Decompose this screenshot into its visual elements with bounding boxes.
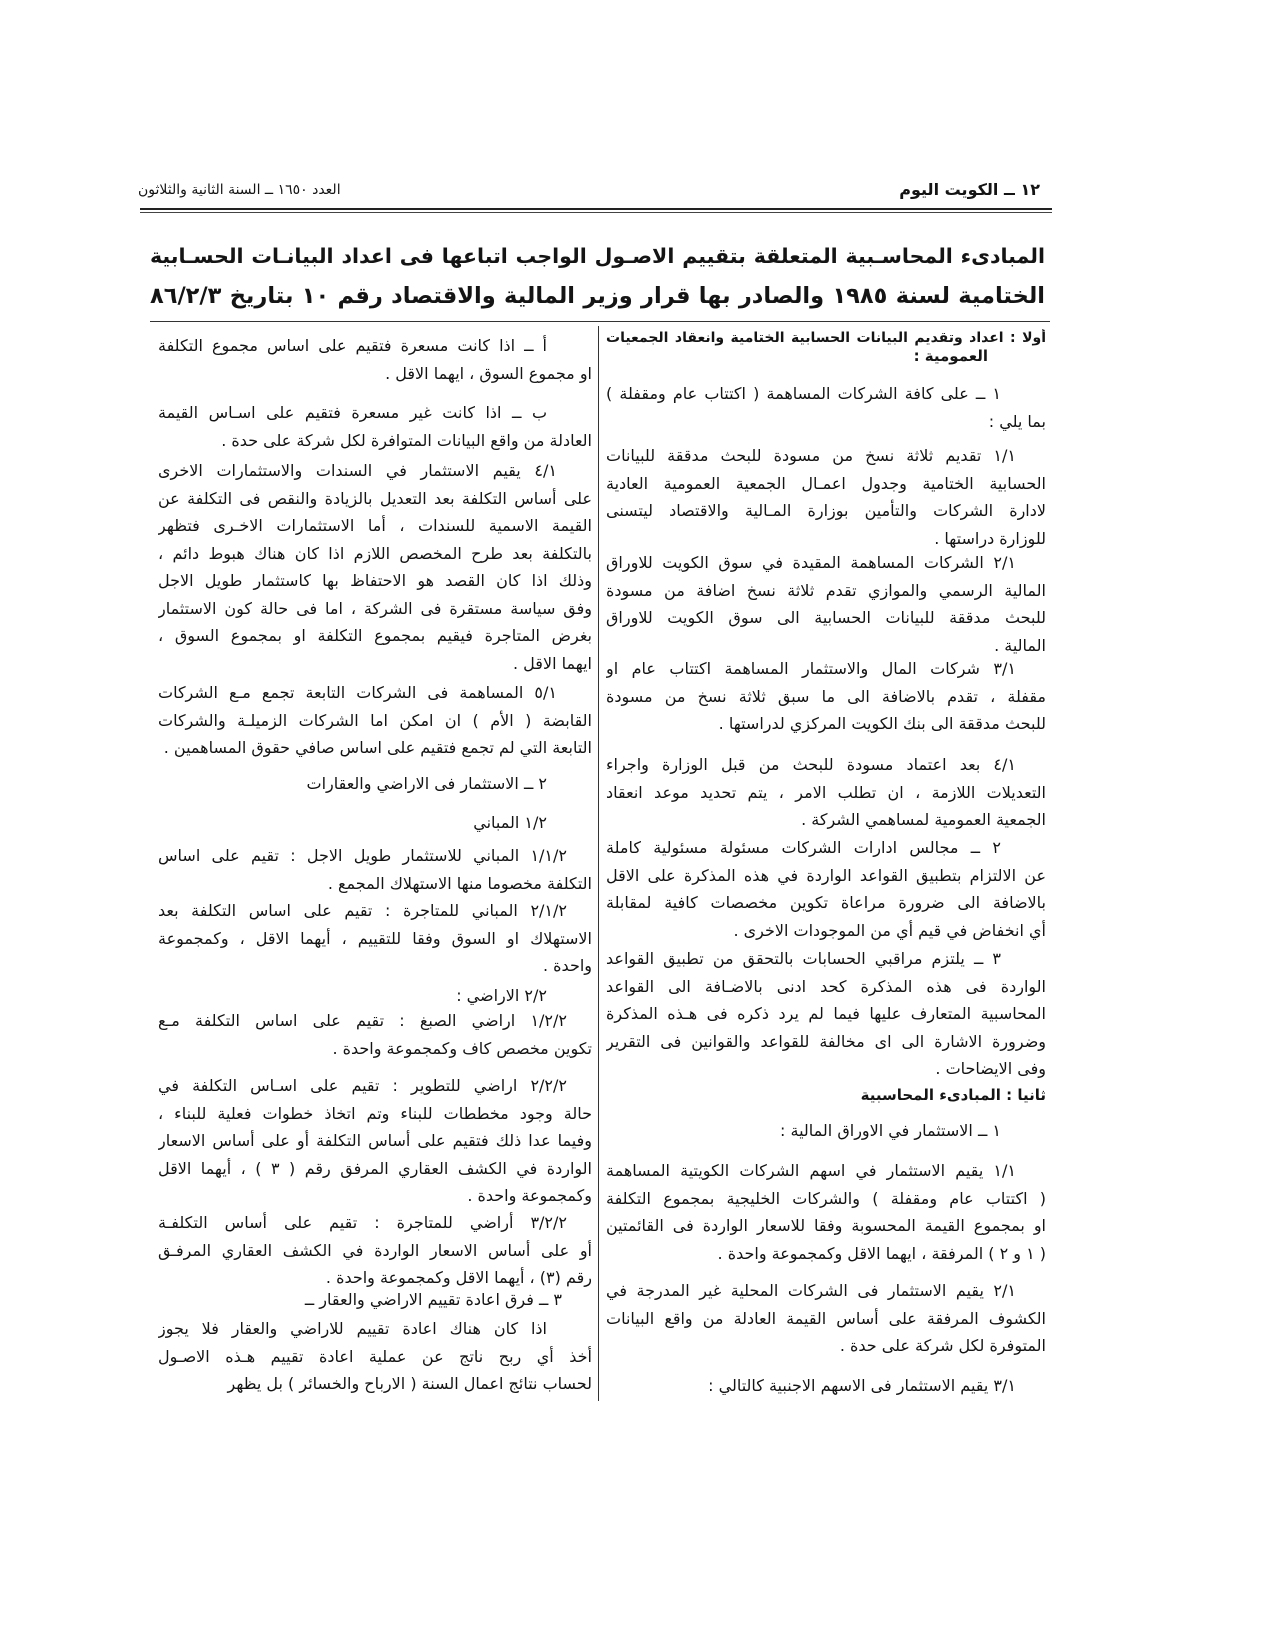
text-line: حالة وجود مخططات للبناء وتم اتخاذ خطوات فعلية للبناء ، — [158, 1103, 592, 1123]
section-heading — [606, 329, 1046, 365]
subsection-heading — [158, 1286, 592, 1314]
text-line: وفيما عدا ذلك فتقيم على أساس التكلفة أو على أساس الاسعار — [158, 1131, 592, 1150]
text-line: ١/١ تقديم ثلاثة نسخ من مسودة للبحث مدققة للبيانات — [606, 446, 1016, 465]
text-line: ١/١ يقيم الاستثمار في اسهم الشركات الكويتية المساهمة — [606, 1161, 1016, 1180]
text-line: ١/١/٢ المباني للاستثمار طويل الاجل : تقيم على اساس — [158, 846, 567, 865]
text-line: مقفلة ، تقدم بالاضافة الى ما سبق ثلاثة نسخ من مسودة — [606, 686, 1046, 706]
paragraph — [606, 549, 1046, 659]
text-line: التكلفة مخصوما منها الاستهلاك المجمع . — [327, 873, 592, 893]
text-line: الواردة فى هذه المذكرة كحد ادنى بالاضـافة الى القواعد — [606, 976, 1046, 996]
text-line: العادلة من واقع البيانات المتوافرة لكل شركة على حدة . — [221, 430, 592, 450]
text-line: للوزارة دراستها . — [934, 528, 1046, 548]
section-heading — [606, 1082, 1046, 1108]
paragraph — [606, 380, 1046, 435]
paragraph — [158, 842, 592, 897]
paragraph — [606, 1277, 1046, 1360]
text-line: ثانيا : المبادىء المحاسبية — [860, 1086, 1046, 1104]
text-line: الواردة في الكشف العقاري المرفق رقم ( ٣ ) ، أيهما الاقل — [158, 1158, 592, 1178]
text-line: القابضة ( الأم ) ان امكن اما الشركات الزميلـة والشركات — [158, 710, 592, 730]
text-line: ٢ ــ مجالس ادارات الشركات مسئولة مسئولية كاملة — [606, 838, 1001, 857]
text-line: ايهما الاقل . — [513, 653, 592, 673]
text-line: ( اكتتاب عام ومقفلة ) والشركات الخليجية بمجموع التكلفة — [606, 1188, 1046, 1208]
text-line: الحسابية الختامية وجدول اعمـال الجمعية العمومية العادية — [606, 473, 1046, 493]
text-line: ٢/١/٢ المباني للمتاجرة : تقيم على اساس التكلفة بعد — [158, 901, 567, 920]
text-line: للبحث مدققة الى بنك الكويت المركزي لدراستها . — [718, 714, 1046, 733]
text-line: او مجموع السوق ، ايهما الاقل . — [385, 363, 592, 383]
title-line: الختامية لسنة ١٩٨٥ والصادر بها قرار وزير المالية والاقتصاد رقم ١٠ بتاريخ ٨٦/٢/٣ — [150, 283, 1045, 309]
text-line: وفى الايضاحات . — [935, 1059, 1046, 1078]
text-line: أ ــ اذا كانت مسعرة فتقيم على اساس مجموع التكلفة — [158, 336, 547, 355]
text-line: العمومية : — [913, 347, 988, 365]
text-line: أولا : اعداد وتقديم البيانات الحسابية الختامية وانعقاد الجمعيات — [606, 330, 1046, 346]
text-line: ٢/١ يقيم الاستثمار فى الشركات المحلية غير المدرجة في — [606, 1281, 1016, 1300]
text-line: ٤/١ يقيم الاستثمار في السندات والاستثمارات الاخرى — [158, 461, 557, 480]
paragraph — [158, 1315, 592, 1398]
issue-label: العدد ١٦٥٠ ــ السنة الثانية والثلاثون — [138, 182, 341, 198]
text-line: أي انخفاض في قيم أي من الموجودات الاخرى . — [733, 920, 1046, 940]
text-line: ١/٢/٢ اراضي الصبغ : تقيم على اساس التكلفة مـع — [158, 1011, 567, 1030]
text-line: الاستهلاك او السوق وفقا للتقييم ، أيهما الاقل ، وكمجموعة — [158, 928, 592, 948]
paragraph — [158, 1007, 592, 1062]
text-line: أو على أساس الاسعار الواردة في الكشف العقاري المرفـق — [158, 1240, 592, 1260]
text-line: ٢/١ الشركات المساهمة المقيدة في سوق الكويت للاوراق — [606, 553, 1016, 572]
article-title — [150, 236, 1045, 316]
paragraph — [158, 1072, 592, 1210]
text-line: أخذ أي ربح ناتج عن عملية اعادة تقييم هـذه الاصـول — [158, 1346, 592, 1366]
subsection-heading — [606, 1117, 1046, 1145]
text-line: ١/٢ المباني — [473, 813, 547, 832]
text-line: لادارة الشركات والتأمين بوزارة المـالية والاقتصاد ليتسنى — [606, 501, 1046, 520]
paragraph — [606, 751, 1046, 834]
right-column — [606, 326, 1046, 1426]
text-line: المالية الرسمي والموازي تقدم ثلاثة نسخ اضافة من مسودة — [606, 580, 1046, 600]
column-divider — [598, 326, 599, 1401]
text-line: الكشوف المرفقة على أساس القيمة العادلة من واقع البيانات — [606, 1308, 1046, 1328]
text-line: التعديلات اللازمة ، ان تطلب الامر ، يتم تحديد موعد انعقاد — [606, 782, 1046, 802]
text-line: المالية . — [994, 635, 1046, 655]
paragraph — [606, 442, 1046, 552]
text-line: للبحث مدققة للبيانات الحسابية الى سوق الكويت للاوراق — [606, 608, 1046, 627]
text-line: اذا كان هناك اعادة تقييم للاراضي والعقار فلا يجوز — [158, 1319, 547, 1338]
text-line: عن الالتزام بتطبيق القواعد الواردة في هذه المذكرة على الاقل — [606, 865, 1046, 885]
paragraph — [606, 1372, 1046, 1400]
text-line: وفق سياسة مستقرة فى الشركة ، اما فى حالة كون الاستثمار — [158, 598, 592, 618]
text-line: ٢/٢ الاراضي : — [456, 986, 547, 1005]
paragraph — [158, 1209, 592, 1292]
paragraph — [158, 897, 592, 980]
text-line: التابعة التي لم تجمع فتقيم على اساس صافي حقوق المساهمين . — [163, 738, 592, 757]
title-rule — [150, 321, 1050, 322]
text-line: ٣/٢/٢ أراضي للمتاجرة : تقيم على أساس التكلفـة — [158, 1213, 567, 1232]
paragraph — [158, 679, 592, 762]
text-line: ٤/١ بعد اعتماد مسودة للبحث من قبل الوزارة واجراء — [606, 755, 1016, 774]
text-line: ( ١ و ٢ ) المرفقة ، ايهما الاقل وكمجموعة واحدة . — [717, 1243, 1046, 1263]
text-line: بغرض المتاجرة فيقيم بمجموع التكلفة او بمجموع السوق ، — [158, 626, 592, 645]
paragraph — [158, 457, 592, 677]
page-number-masthead: ١٢ ــ الكويت اليوم — [899, 180, 1040, 199]
text-line: او بمجموع القيمة المحسوبة وفقا للاسعار الواردة فى القائمتين — [606, 1216, 1046, 1235]
text-line: المتوفرة لكل شركة على حدة . — [839, 1336, 1046, 1355]
text-line: على أساس التكلفة بعد التعديل بالزيادة والنقص فى التكلفة عن — [158, 488, 592, 508]
paragraph — [606, 1157, 1046, 1267]
text-line: ٢ ــ الاستثمار فى الاراضي والعقارات — [306, 774, 547, 793]
text-line: ب ــ اذا كانت غير مسعرة فتقيم على اسـاس القيمة — [158, 403, 547, 422]
text-line: بالاضافة الى ضرورة مراعاة تكوين مخصصات كافية لمقابلة — [606, 893, 1046, 912]
text-line: ٣/١ شركات المال والاستثمار المساهمة اكتتاب عام او — [606, 659, 1016, 678]
paragraph — [158, 332, 592, 387]
text-line: لحساب نتائج اعمال السنة ( الارباح والخسائر ) بل يظهر — [227, 1374, 592, 1393]
text-line: تكوين مخصص كاف وكمجموعة واحدة . — [332, 1038, 592, 1058]
text-line: ٣/١ يقيم الاستثمار فى الاسهم الاجنبية كالتالي : — [708, 1376, 1016, 1395]
text-line: بالتكلفة بعد طرح المخصص اللازم اذا كان هناك هبوط دائم ، — [158, 543, 592, 563]
text-line: ٥/١ المساهمة فى الشركات التابعة تجمع مـع الشركات — [158, 683, 557, 702]
text-line: وذلك اذا كان القصد هو الاحتفاظ بها كاستثمار طويل الاجل — [158, 571, 592, 590]
paragraph — [606, 834, 1046, 944]
subsection-heading — [158, 809, 592, 837]
text-line: رقم (٣) ، أيهما الاقل وكمجموعة واحدة . — [325, 1268, 592, 1287]
text-line: ٢/٢/٢ اراضي للتطوير : تقيم على اسـاس التكلفة في — [158, 1076, 567, 1095]
text-line: المحاسبية المتعارف عليها فيما لم يرد ذكره فى هـذه المذكرة — [606, 1004, 1046, 1023]
header-rule — [140, 208, 1052, 210]
paragraph — [606, 945, 1046, 1083]
text-line: القيمة الاسمية للسندات ، أما الاستثمارات الاخـرى فتظهر — [158, 516, 592, 535]
left-column — [158, 326, 592, 1426]
text-line: بما يلي : — [988, 411, 1046, 431]
text-line: وضرورة الاشارة الى اى مخالفة للقواعد والقوانين فى التقرير — [606, 1031, 1046, 1051]
subsection-heading — [158, 770, 592, 798]
text-line: ١ ــ الاستثمار في الاوراق المالية : — [780, 1121, 1001, 1140]
paragraph — [158, 399, 592, 454]
text-line: ٣ ــ يلتزم مراقبي الحسابات بالتحقق من تطبيق القواعد — [606, 949, 1001, 968]
title-line: المبادىء المحاسـبية المتعلقة بتقييم الاصـول الواجب اتباعها فى اعداد البيانـات الحسـابية — [150, 244, 1045, 268]
subsection-heading — [158, 982, 592, 1010]
text-line: واحدة . — [542, 956, 592, 975]
text-line: الجمعية العمومية لمساهمي الشركة . — [801, 810, 1046, 829]
text-line: وكمجموعة واحدة . — [467, 1186, 592, 1205]
paragraph — [606, 655, 1046, 738]
text-line: ٣ ــ فرق اعادة تقييم الاراضي والعقار ــ — [304, 1290, 562, 1309]
text-line: ١ ــ على كافة الشركات المساهمة ( اكتتاب عام ومقفلة ) — [606, 384, 1001, 403]
header-rule — [140, 212, 1052, 213]
